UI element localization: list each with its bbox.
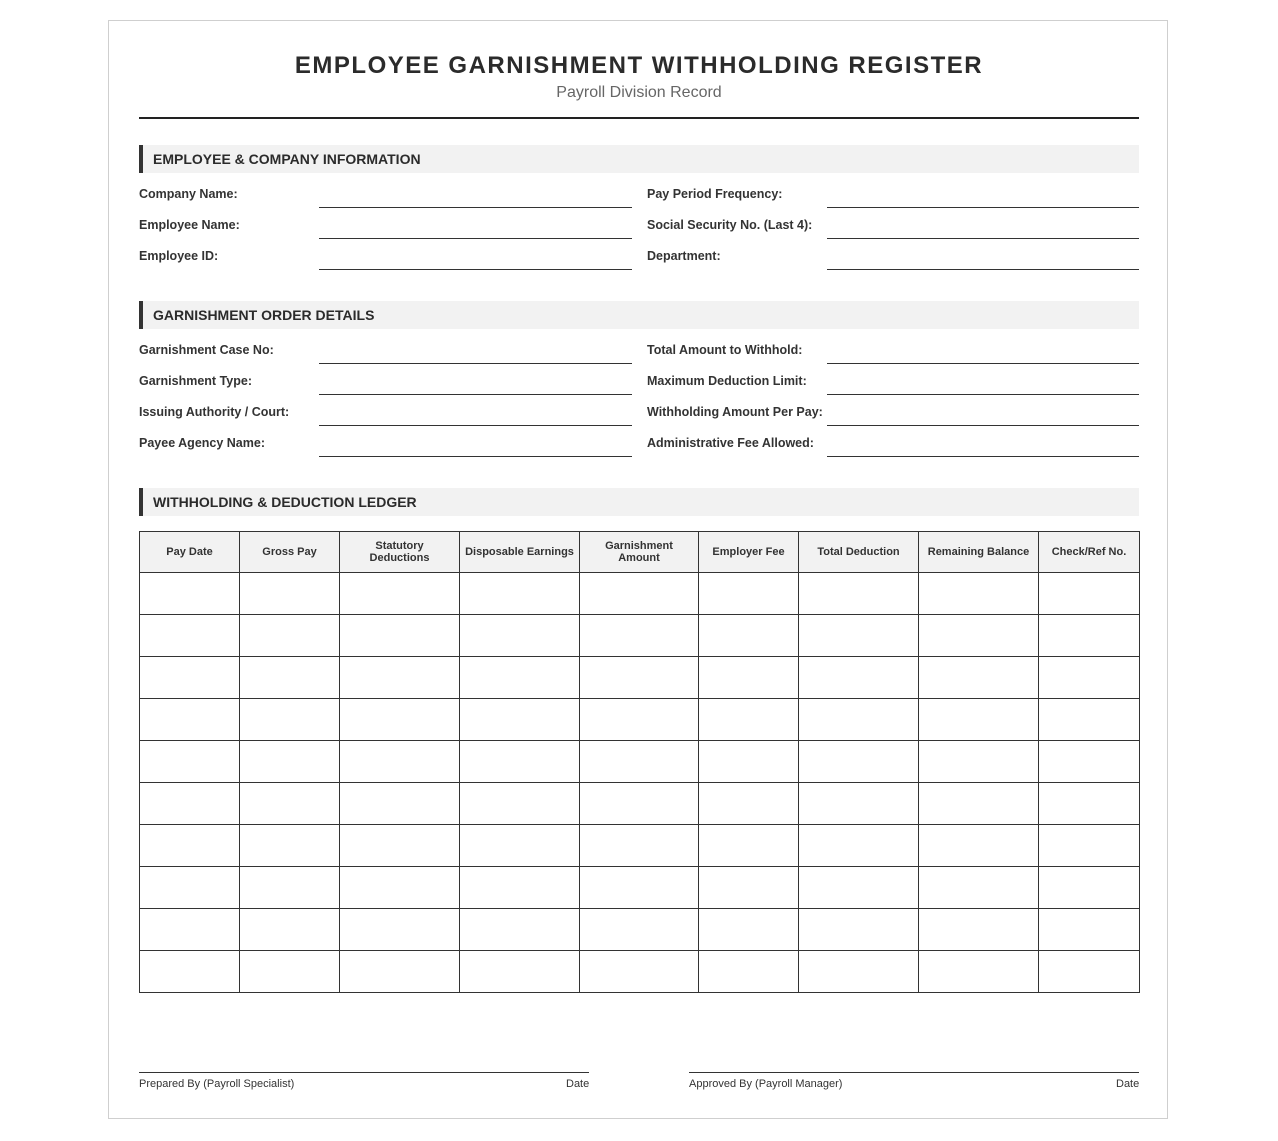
ledger-cell[interactable]: [240, 909, 340, 951]
garnishment-case-no-field[interactable]: [319, 363, 632, 364]
withholding-per-pay-label: Withholding Amount Per Pay:: [647, 405, 823, 419]
ledger-cell[interactable]: [699, 699, 799, 741]
col-employer-fee: Employer Fee: [699, 532, 799, 573]
ledger-cell[interactable]: [140, 657, 240, 699]
ledger-cell[interactable]: [699, 573, 799, 615]
ledger-cell[interactable]: [580, 783, 699, 825]
col-remaining-balance: Remaining Balance: [919, 532, 1039, 573]
table-row: [140, 909, 1140, 951]
employee-id-label: Employee ID:: [139, 249, 219, 263]
ledger-cell[interactable]: [140, 573, 240, 615]
ledger-cell[interactable]: [460, 825, 580, 867]
ledger-cell[interactable]: [580, 741, 699, 783]
ledger-body: [140, 573, 1140, 993]
ledger-cell[interactable]: [340, 615, 460, 657]
ledger-cell[interactable]: [1039, 909, 1140, 951]
max-deduction-field[interactable]: [827, 394, 1139, 395]
ledger-cell[interactable]: [140, 741, 240, 783]
ledger-cell[interactable]: [799, 783, 919, 825]
ledger-cell[interactable]: [580, 615, 699, 657]
ledger-cell[interactable]: [340, 741, 460, 783]
approved-date-label: Date: [1116, 1078, 1140, 1090]
ledger-cell[interactable]: [340, 573, 460, 615]
ledger-cell[interactable]: [340, 657, 460, 699]
ledger-cell[interactable]: [799, 699, 919, 741]
ledger-cell[interactable]: [919, 825, 1039, 867]
ledger-cell[interactable]: [919, 867, 1039, 909]
title-divider: [139, 117, 1139, 119]
ledger-cell[interactable]: [460, 867, 580, 909]
max-deduction-label: Maximum Deduction Limit:: [647, 374, 807, 388]
section-employee-company-heading: EMPLOYEE & COMPANY INFORMATION: [139, 145, 1139, 173]
ledger-cell[interactable]: [699, 909, 799, 951]
ledger-cell[interactable]: [919, 615, 1039, 657]
ledger-cell[interactable]: [140, 867, 240, 909]
ledger-cell[interactable]: [340, 867, 460, 909]
prepared-by-signature-line[interactable]: [139, 1072, 589, 1073]
ledger-cell[interactable]: [699, 741, 799, 783]
ledger-cell[interactable]: [140, 951, 240, 993]
col-pay-date: Pay Date: [140, 532, 240, 573]
ledger-cell[interactable]: [240, 741, 340, 783]
ledger-cell[interactable]: [699, 951, 799, 993]
ledger-cell[interactable]: [460, 699, 580, 741]
document-title: EMPLOYEE GARNISHMENT WITHHOLDING REGISTER: [294, 52, 984, 79]
ledger-cell[interactable]: [580, 657, 699, 699]
ledger-cell[interactable]: [799, 615, 919, 657]
section-ledger-heading: WITHHOLDING & DEDUCTION LEDGER: [139, 488, 1139, 516]
total-withhold-label: Total Amount to Withhold:: [647, 343, 803, 357]
table-row: [140, 615, 1140, 657]
ledger-cell[interactable]: [140, 909, 240, 951]
employee-name-label: Employee Name:: [139, 218, 240, 232]
section-garnishment-order-heading: GARNISHMENT ORDER DETAILS: [139, 301, 1139, 329]
total-withhold-field[interactable]: [827, 363, 1139, 364]
approved-by-label: Approved By (Payroll Manager): [689, 1078, 843, 1090]
employee-name-field[interactable]: [319, 238, 632, 239]
ledger-cell[interactable]: [1039, 951, 1140, 993]
department-field[interactable]: [827, 269, 1139, 270]
ledger-cell[interactable]: [1039, 825, 1140, 867]
ledger-cell[interactable]: [240, 657, 340, 699]
ledger-cell[interactable]: [699, 657, 799, 699]
company-name-field[interactable]: [319, 207, 632, 208]
ledger-cell[interactable]: [240, 783, 340, 825]
ledger-cell[interactable]: [240, 825, 340, 867]
table-row: [140, 699, 1140, 741]
ledger-cell[interactable]: [699, 615, 799, 657]
ledger-cell[interactable]: [799, 573, 919, 615]
ledger-cell[interactable]: [340, 783, 460, 825]
admin-fee-label: Administrative Fee Allowed:: [647, 436, 814, 450]
ledger-cell[interactable]: [140, 699, 240, 741]
prepared-date-label: Date: [566, 1078, 590, 1090]
table-row: [140, 951, 1140, 993]
document-subtitle: Payroll Division Record: [556, 84, 722, 101]
ledger-cell[interactable]: [240, 573, 340, 615]
employee-id-field[interactable]: [319, 269, 632, 270]
ledger-cell[interactable]: [1039, 573, 1140, 615]
ledger-cell[interactable]: [699, 825, 799, 867]
ledger-cell[interactable]: [580, 867, 699, 909]
ledger-cell[interactable]: [919, 573, 1039, 615]
ledger-cell[interactable]: [1039, 867, 1140, 909]
payee-agency-label: Payee Agency Name:: [139, 436, 265, 450]
ssn-last4-label: Social Security No. (Last 4):: [647, 218, 813, 232]
company-name-label: Company Name:: [139, 187, 238, 201]
ledger-cell[interactable]: [799, 909, 919, 951]
col-statutory-deductions: Statutory Deductions: [340, 532, 460, 573]
issuing-authority-field[interactable]: [319, 425, 632, 426]
ledger-cell[interactable]: [580, 951, 699, 993]
admin-fee-field[interactable]: [827, 456, 1139, 457]
table-row: [140, 741, 1140, 783]
ledger-cell[interactable]: [460, 783, 580, 825]
ledger-cell[interactable]: [799, 741, 919, 783]
table-row: [140, 867, 1140, 909]
ledger-table: [139, 531, 1140, 993]
col-disposable-earnings: Disposable Earnings: [460, 532, 580, 573]
ledger-cell[interactable]: [340, 699, 460, 741]
ledger-cell[interactable]: [919, 783, 1039, 825]
garnishment-case-no-label: Garnishment Case No:: [139, 343, 274, 357]
ledger-cell[interactable]: [799, 657, 919, 699]
ledger-cell[interactable]: [1039, 783, 1140, 825]
ledger-cell[interactable]: [919, 951, 1039, 993]
ledger-cell[interactable]: [919, 909, 1039, 951]
ledger-cell[interactable]: [460, 657, 580, 699]
table-row: [140, 825, 1140, 867]
ledger-cell[interactable]: [1039, 699, 1140, 741]
ledger-cell[interactable]: [240, 867, 340, 909]
ledger-cell[interactable]: [340, 909, 460, 951]
table-row: [140, 783, 1140, 825]
ledger-cell[interactable]: [799, 825, 919, 867]
prepared-by-label: Prepared By (Payroll Specialist): [139, 1078, 295, 1090]
col-gross-pay: Gross Pay: [240, 532, 340, 573]
ledger-cell[interactable]: [340, 951, 460, 993]
ledger-cell[interactable]: [460, 909, 580, 951]
ledger-cell[interactable]: [140, 825, 240, 867]
table-row: [140, 573, 1140, 615]
ledger-cell[interactable]: [460, 615, 580, 657]
ledger-cell[interactable]: [240, 615, 340, 657]
issuing-authority-label: Issuing Authority / Court:: [139, 405, 290, 419]
ledger-cell[interactable]: [340, 825, 460, 867]
ledger-cell[interactable]: [919, 741, 1039, 783]
garnishment-type-field[interactable]: [319, 394, 632, 395]
ledger-cell[interactable]: [460, 573, 580, 615]
payee-agency-field[interactable]: [319, 456, 632, 457]
approved-by-signature-line[interactable]: [689, 1072, 1139, 1073]
ledger-cell[interactable]: [919, 657, 1039, 699]
ledger-cell[interactable]: [1039, 615, 1140, 657]
ledger-cell[interactable]: [919, 699, 1039, 741]
ledger-cell[interactable]: [460, 951, 580, 993]
withholding-per-pay-field[interactable]: [827, 425, 1139, 426]
ledger-cell[interactable]: [580, 699, 699, 741]
department-label: Department:: [647, 249, 721, 263]
col-check-ref-no: Check/Ref No.: [1039, 532, 1140, 573]
ledger-cell[interactable]: [699, 867, 799, 909]
ledger-cell[interactable]: [580, 909, 699, 951]
ledger-cell[interactable]: [580, 573, 699, 615]
ledger-cell[interactable]: [140, 783, 240, 825]
ledger-cell[interactable]: [140, 615, 240, 657]
ledger-cell[interactable]: [1039, 657, 1140, 699]
ledger-cell[interactable]: [460, 741, 580, 783]
pay-period-frequency-field[interactable]: [827, 207, 1139, 208]
ledger-header-row: [140, 532, 1140, 573]
ledger-cell[interactable]: [799, 951, 919, 993]
ssn-last4-field[interactable]: [827, 238, 1139, 239]
ledger-cell[interactable]: [240, 951, 340, 993]
ledger-cell[interactable]: [240, 699, 340, 741]
pay-period-frequency-label: Pay Period Frequency:: [647, 187, 783, 201]
col-total-deduction: Total Deduction: [799, 532, 919, 573]
col-garnishment-amount: Garnishment Amount: [580, 532, 699, 573]
document-page: [108, 20, 1168, 1119]
ledger-cell[interactable]: [580, 825, 699, 867]
ledger-cell[interactable]: [799, 867, 919, 909]
ledger-cell[interactable]: [699, 783, 799, 825]
ledger-cell[interactable]: [1039, 741, 1140, 783]
table-row: [140, 657, 1140, 699]
garnishment-type-label: Garnishment Type:: [139, 374, 252, 388]
